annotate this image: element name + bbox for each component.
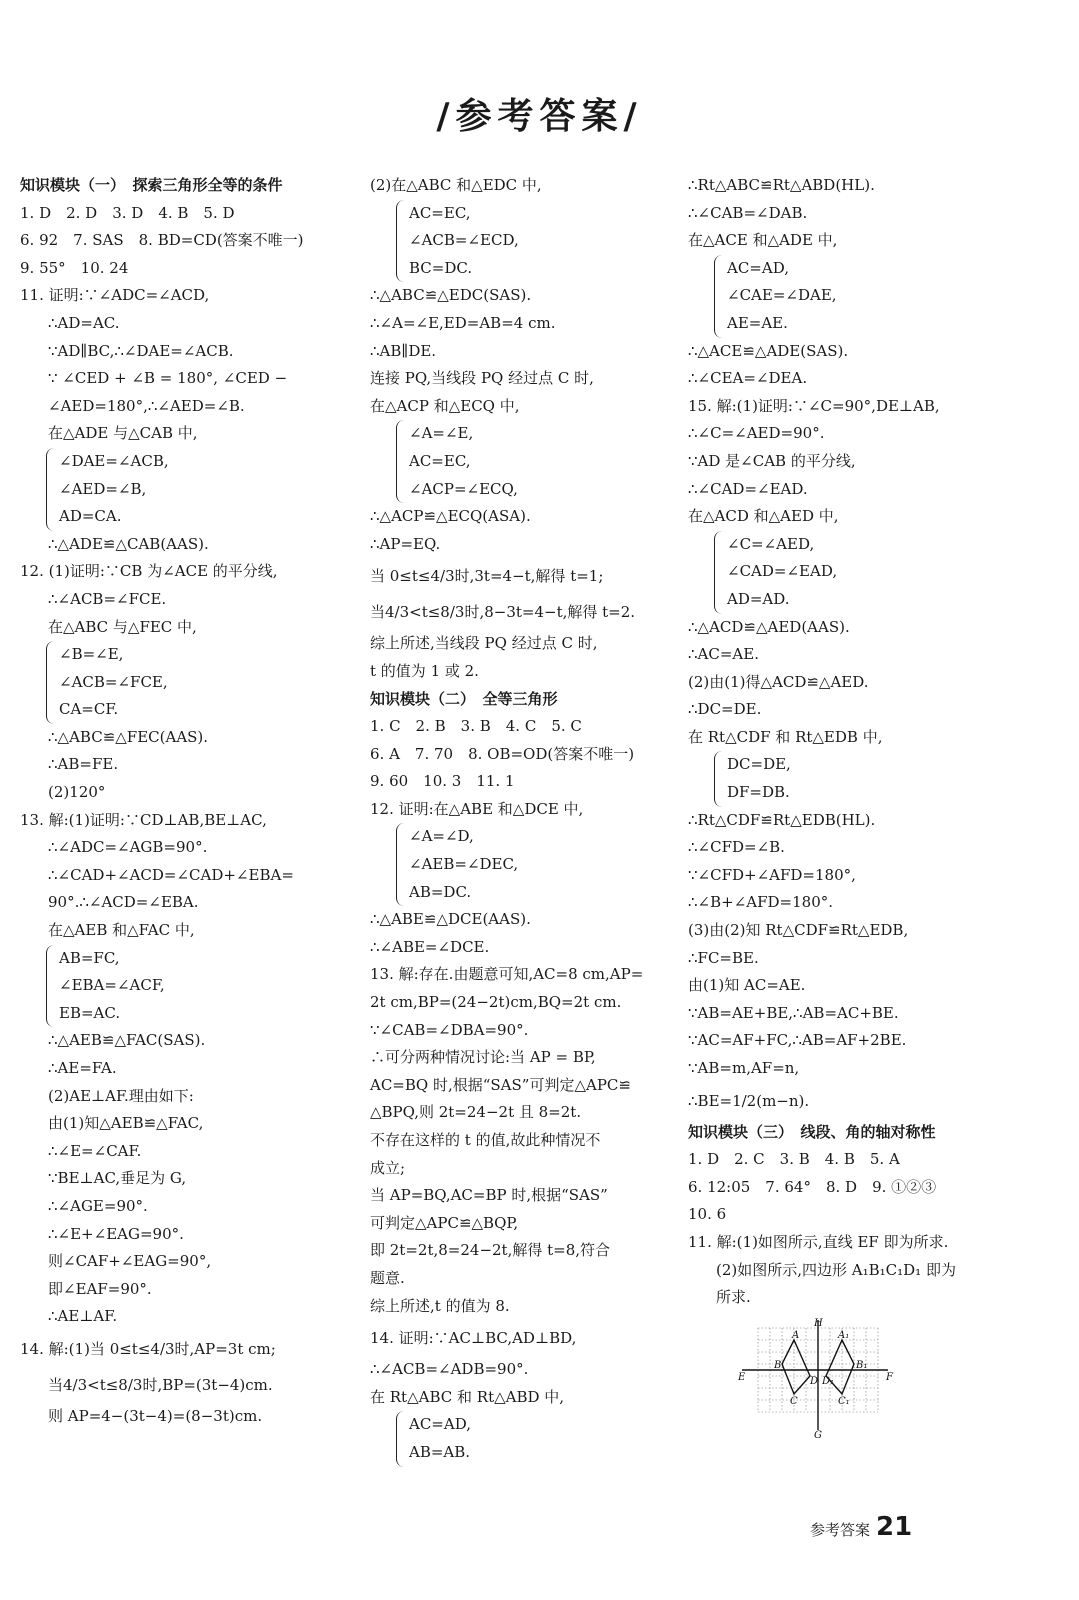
answer-line: 90°.∴∠ACD=∠EBA. [48,893,199,912]
answer-line: ∴∠B+∠AFD=180°. [688,893,834,912]
equation-line: ∠ACB=∠ECD, [409,231,519,250]
equation-line: ∠DAE=∠ACB, [59,451,169,470]
answer-line: ∴可分两种情况讨论:当 AP = BP, [370,1048,596,1067]
answer-line: ∴AB∥DE. [370,341,437,360]
equation-line: DF=DB. [727,783,790,802]
answer-line: ∠AED=180°,∴∠AED=∠B. [48,396,245,415]
answer-line: ∴AE=FA. [48,1059,117,1077]
answer-line: ∴AE⊥AF. [48,1307,118,1326]
equation-system [46,945,338,1028]
answer-line: 所求. [716,1288,751,1307]
answer-line: ∵AD 是∠CAB 的平分线, [688,451,856,470]
equation-line: AE=AE. [727,313,788,332]
answer-column-1 [20,172,338,1431]
answer-line: ∴∠AGE=90°. [48,1196,148,1215]
answer-line: ∴∠E=∠CAF. [48,1141,142,1160]
figure-label-b: B [774,1359,782,1371]
answer-line: ∴Rt△CDF≌Rt△EDB(HL). [688,810,876,829]
answer-line: ∴FC=BE. [688,948,759,967]
figure-label-a1: A₁ [838,1329,850,1341]
answer-line: 在△AEB 和△FAC 中, [48,921,195,940]
answer-line: 1. D 2. C 3. B 4. B 5. A [688,1150,900,1169]
answer-line: ∴△ACD≌△AED(AAS). [688,617,850,636]
figure-label-h: H [814,1317,823,1329]
answer-line: ∵∠CAB=∠DBA=90°. [370,1020,529,1039]
equation-line: ∠EBA=∠ACF, [59,976,165,995]
brace [396,823,407,906]
answer-line: ∴∠E+∠EAG=90°. [48,1224,184,1243]
answer-line: AC=BQ 时,根据“SAS”可判定△APC≌ [370,1075,631,1094]
answer-line: 1. C 2. B 3. B 4. C 5. C [370,717,582,736]
answer-line: 在△ACE 和△ADE 中, [688,231,838,250]
answer-line: 则 AP=4−(3t−4)=(8−3t)cm. [48,1406,263,1425]
brace [714,751,725,806]
brace [46,945,57,1028]
equation-line: ∠ACP=∠ECQ, [409,479,518,498]
equation-line: AB=DC. [409,882,472,901]
section-heading: 知识模块（二） 全等三角形 [370,689,558,708]
brace [396,420,407,503]
answer-line: 13. 解:(1)证明:∵CD⊥AB,BE⊥AC, [20,810,267,829]
figure-label-e: E [738,1371,746,1383]
answer-line: 在△ACD 和△AED 中, [688,507,839,526]
brace [396,1411,407,1466]
page-number: 21 [876,1512,913,1542]
answer-line: ∴△AEB≌△FAC(SAS). [48,1031,206,1050]
answer-line: 当 AP=BQ,AC=BP 时,根据“SAS” [370,1186,608,1205]
answer-column-2 [370,172,660,1467]
answer-line: 不存在这样的 t 的值,故此种情况不 [370,1131,601,1149]
answer-line: 14. 证明:∵AC⊥BC,AD⊥BD, [370,1329,577,1348]
answer-line: 即∠EAF=90°. [48,1279,152,1298]
answer-line: 在△ADE 与△CAB 中, [48,424,198,443]
equation-line: BC=DC. [409,258,473,277]
figure-label-a: A [792,1329,800,1341]
equation-line: AC=EC, [409,203,471,222]
answer-line: 由(1)知△AEB≌△FAC, [48,1114,204,1133]
answer-line: 连接 PQ,当线段 PQ 经过点 C 时, [370,369,594,388]
equation-line: DC=DE, [727,755,791,774]
brace [46,641,57,724]
answer-line: (2)由(1)得△ACD≌△AED. [688,672,869,691]
figure-label-c1: C₁ [838,1395,850,1407]
answer-line: 1. D 2. D 3. D 4. B 5. D [20,203,235,222]
equation-system [714,531,988,614]
answer-line: 在△ACP 和△ECQ 中, [370,396,520,415]
equation-line: ∠ACB=∠FCE, [59,672,168,691]
answer-line: 9. 55° 10. 24 [20,258,129,277]
answer-line: t 的值为 1 或 2. [370,661,479,680]
answer-line: ∴BE=1/2(m−n). [688,1091,810,1110]
answer-line: ∴∠ACB=∠ADB=90°. [370,1360,529,1379]
equation-system [714,751,988,806]
equation-line: ∠CAE=∠DAE, [727,286,837,305]
figure-label-c: C [790,1395,798,1407]
equation-line: ∠A=∠D, [409,827,474,846]
equation-line: AB=FC, [59,948,120,967]
equation-line: AD=CA. [59,507,122,526]
answer-line: 当4/3<t≤8/3时,8−3t=4−t,解得 t=2. [370,603,636,622]
answer-line: 9. 60 10. 3 11. 1 [370,772,515,791]
footer-label: 参考答案 [810,1521,871,1539]
answer-line: 12. (1)证明:∵CB 为∠ACE 的平分线, [20,562,278,581]
answer-line: 由(1)知 AC=AE. [688,976,806,995]
answer-line: ∵AC=AF+FC,∴AB=AF+2BE. [688,1031,907,1050]
figure-label-d: D [810,1375,819,1387]
answer-line: 可判定△APC≌△BQP, [370,1213,519,1232]
answer-line: 则∠CAF+∠EAG=90°, [48,1252,212,1271]
answer-line: ∵AD∥BC,∴∠DAE=∠ACB. [48,341,234,360]
answer-line: ∴△ABC≌△EDC(SAS). [370,286,532,305]
equation-line: EB=AC. [59,1003,121,1022]
answer-line: ∴∠ABE=∠DCE. [370,937,490,956]
answer-line: 6. 12:05 7. 64° 8. D 9. ①②③ [688,1177,937,1196]
figure-label-d1: D₁ [822,1375,835,1387]
equation-line: ∠CAD=∠EAD, [727,562,838,581]
answer-line: ∴△ACE≌△ADE(SAS). [688,341,849,360]
answer-line: ∴Rt△ABC≌Rt△ABD(HL). [688,176,875,194]
answer-line: ∴∠CFD=∠B. [688,838,785,857]
equation-system [46,641,338,724]
answer-line: ∴DC=DE. [688,700,762,719]
quadrilateral-abcd [782,1340,810,1394]
figure-label-g: G [814,1429,822,1438]
answer-line: 当4/3<t≤8/3时,BP=(3t−4)cm. [48,1375,273,1394]
equation-line: ∠C=∠AED, [727,534,815,553]
answer-line: ∴∠ACB=∠FCE. [48,589,167,608]
answer-line: (2)AE⊥AF.理由如下: [48,1086,194,1105]
answer-line: (2)在△ABC 和△EDC 中, [370,176,542,194]
brace [396,200,407,283]
equation-system [714,255,988,338]
answer-line: 14. 解:(1)当 0≤t≤4/3时,AP=3t cm; [20,1339,276,1358]
answer-line: 10. 6 [688,1205,727,1224]
answer-line: ∴AB=FE. [48,755,119,774]
answer-line: 在 Rt△CDF 和 Rt△EDB 中, [688,727,883,746]
answer-line: ∴∠A=∠E,ED=AB=4 cm. [370,313,556,332]
equation-system [396,200,660,283]
answer-line: ∵ ∠CED + ∠B = 180°, ∠CED − [48,369,288,388]
equation-line: AB=AB. [409,1442,471,1461]
answer-line: 2t cm,BP=(24−2t)cm,BQ=2t cm. [370,993,622,1012]
answer-line: ∴∠ADC=∠AGB=90°. [48,838,208,857]
equation-line: ∠AEB=∠DEC, [409,855,519,874]
answer-line: ∴AD=AC. [48,313,120,332]
answer-line: ∴∠CEA=∠DEA. [688,369,808,388]
answer-line: 综上所述,t 的值为 8. [370,1296,510,1315]
answer-line: 即 2t=2t,8=24−2t,解得 t=8,符合 [370,1241,611,1260]
grid-figure [738,1318,988,1442]
answer-line: 在△ABC 与△FEC 中, [48,617,197,636]
answer-line: 在 Rt△ABC 和 Rt△ABD 中, [370,1387,565,1406]
equation-system [396,420,660,503]
answer-line: (3)由(2)知 Rt△CDF≌Rt△EDB, [688,921,909,940]
answer-line: ∴△ACP≌△ECQ(ASA). [370,507,531,526]
answer-line: ∵BE⊥AC,垂足为 G, [48,1169,187,1188]
answer-line: 题意. [370,1268,405,1287]
section-heading: 知识模块（三） 线段、角的轴对称性 [688,1122,936,1141]
equation-line: ∠B=∠E, [59,645,124,664]
answer-line: △BPQ,则 2t=24−2t 且 8=2t. [370,1103,582,1122]
brace [46,448,57,531]
answer-line: ∴∠CAD+∠ACD=∠CAD+∠EBA= [48,865,294,884]
answer-line: 11. 解:(1)如图所示,直线 EF 即为所求. [688,1232,949,1251]
answer-line: ∵AB=AE+BE,∴AB=AC+BE. [688,1003,899,1022]
answer-line: ∵AB=m,AF=n, [688,1059,800,1077]
answer-line: 13. 解:存在.由题意可知,AC=8 cm,AP= [370,965,644,984]
brace [714,255,725,338]
answer-line: (2)120° [48,783,106,802]
answer-line: 15. 解:(1)证明:∵∠C=90°,DE⊥AB, [688,396,940,415]
equation-line: AC=AD, [409,1415,471,1434]
answer-line: 6. 92 7. SAS 8. BD=CD(答案不唯一) [20,231,304,250]
answer-line: ∴△ADE≌△CAB(AAS). [48,534,209,553]
figure-label-f: F [886,1371,893,1383]
equation-system [396,1411,660,1466]
answer-line: ∴△ABC≌△FEC(AAS). [48,727,209,746]
answer-line: ∴AC=AE. [688,645,759,664]
answer-line: 综上所述,当线段 PQ 经过点 C 时, [370,634,598,653]
equation-system [46,448,338,531]
answer-line: 12. 证明:在△ABE 和△DCE 中, [370,799,584,818]
equation-line: CA=CF. [59,700,119,719]
equation-line: AC=AD, [727,258,789,277]
brace [714,531,725,614]
equation-system [396,823,660,906]
answer-line: 11. 证明:∵∠ADC=∠ACD, [20,286,210,305]
answer-line: ∴∠C=∠AED=90°. [688,424,825,443]
page-title: /参考答案/ [436,96,643,137]
symmetry-diagram [738,1318,898,1438]
answer-line: 成立; [370,1158,406,1177]
section-heading: 知识模块（一） 探索三角形全等的条件 [20,176,283,194]
answer-line: ∴∠CAB=∠DAB. [688,203,808,222]
figure-label-b1: B₁ [856,1359,868,1371]
equation-line: AC=EC, [409,451,471,470]
answer-line: 6. A 7. 70 8. OB=OD(答案不唯一) [370,744,635,763]
equation-line: AD=AD. [727,589,790,608]
answer-line: ∴∠CAD=∠EAD. [688,479,808,498]
answer-line: ∵∠CFD+∠AFD=180°, [688,865,856,884]
equation-line: ∠AED=∠B, [59,479,147,498]
answer-line: 当 0≤t≤4/3时,3t=4−t,解得 t=1; [370,567,604,586]
page-footer [810,1512,912,1542]
equation-line: ∠A=∠E, [409,424,474,443]
answer-column-3 [688,172,988,1442]
answer-line: ∴△ABE≌△DCE(AAS). [370,910,531,929]
answer-line: ∴AP=EQ. [370,534,441,553]
answer-line: (2)如图所示,四边形 A₁B₁C₁D₁ 即为 [716,1260,956,1279]
